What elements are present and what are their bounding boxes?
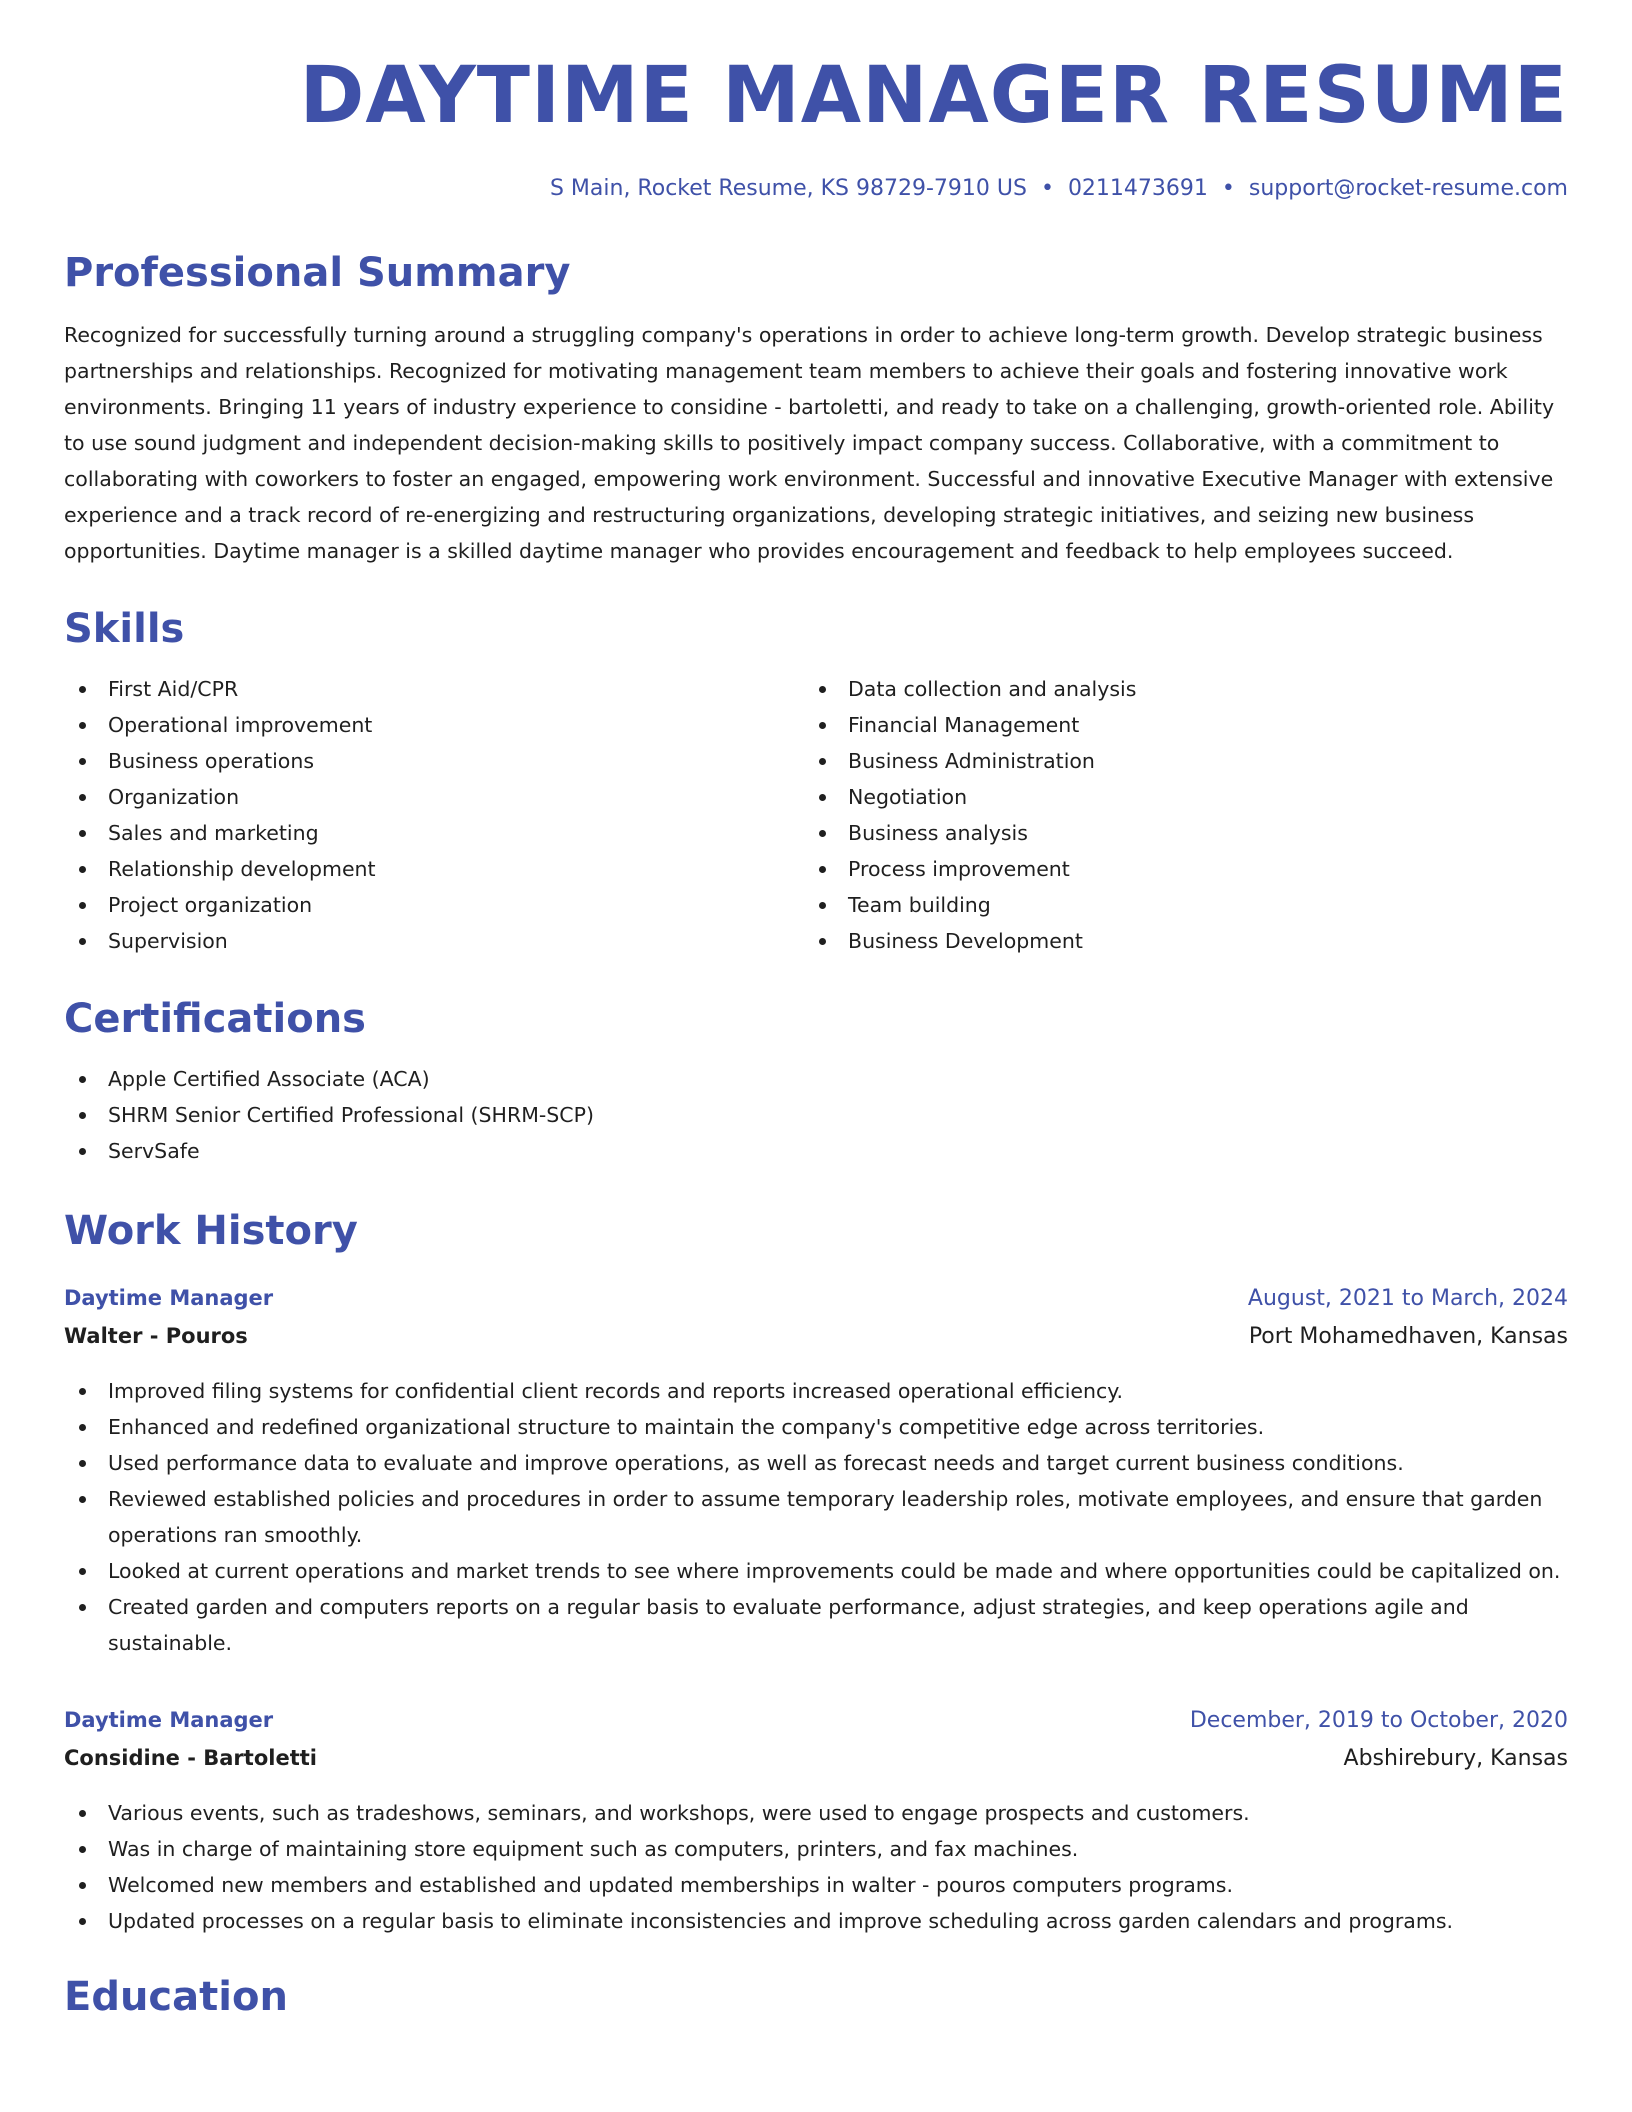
skill-item: Financial Management <box>804 707 1544 743</box>
job-bullet: Created garden and computers reports on a regular basis to evaluate performance, adjust strategies, and keep operations agile and sustainable. <box>64 1589 1568 1661</box>
skill-item: Relationship development <box>64 851 804 887</box>
education-heading: Education <box>64 1973 288 2020</box>
skill-item: Project organization <box>64 887 804 923</box>
job-company: Walter - Pouros <box>64 1323 248 1348</box>
contact-email: support@rocket-resume.com <box>1248 175 1568 201</box>
skill-item: Business analysis <box>804 815 1544 851</box>
job-header-row <box>64 1701 1568 1740</box>
job-bullet: Reviewed established policies and procedures in order to assume temporary leadership roles, motivate employees, and ensure that garden operations ran smoothly. <box>64 1481 1568 1553</box>
summary-text: Recognized for successfully turning around a struggling company's operations in order to achieve long-term growth. Develop strategic business partnerships and relationships. Recognized for motivating management team members to achieve their goals and fostering innovative work environments. Bringing 11 years of industry experience to considine - bartoletti, and ready to take on a challenging, growth-oriented role. Ability to use sound judgment and independent decision-making skills to positively impact company success. Collaborative, with a commitment to collaborating with coworkers to foster an engaged, empowering work environment. Successful and innovative Executive Manager with extensive experience and a track record of re-energizing and restructuring organizations, developing strategic initiatives, and seizing new business opportunities. Daytime manager is a skilled daytime manager who provides encouragement and feedback to help employees succeed. <box>64 322 1555 563</box>
job-title: Daytime Manager <box>64 1285 274 1310</box>
resume-title: DAYTIME MANAGER RESUME <box>299 51 1568 141</box>
skill-item: Process improvement <box>804 851 1544 887</box>
job-bullet: Updated processes on a regular basis to eliminate inconsistencies and improve scheduling across garden calendars and programs. <box>64 1903 1568 1939</box>
skill-item: First Aid/CPR <box>64 671 804 707</box>
skill-item: Business Administration <box>804 743 1544 779</box>
job-title: Daytime Manager <box>64 1707 274 1732</box>
job-responsibilities <box>64 1795 1568 1939</box>
contact-separator: • <box>1040 175 1054 201</box>
job-bullet: Used performance data to evaluate and improve operations, as well as forecast needs and target current business conditions. <box>64 1445 1568 1481</box>
certification-item: ServSafe <box>64 1133 1568 1169</box>
skill-item: Supervision <box>64 923 804 959</box>
certifications-list <box>64 1061 1568 1169</box>
job-company-row <box>64 1318 1568 1355</box>
skill-item: Data collection and analysis <box>804 671 1544 707</box>
certification-item: SHRM Senior Certified Professional (SHRM-SCP) <box>64 1097 1568 1133</box>
summary-heading: Professional Summary <box>64 249 571 296</box>
contact-phone: 0211473691 <box>1067 175 1208 201</box>
job-bullet: Improved filing systems for confidential client records and reports increased operational efficiency. <box>64 1373 1568 1409</box>
work-history-heading: Work History <box>64 1207 358 1254</box>
job-location: Port Mohamedhaven, Kansas <box>1248 1323 1568 1349</box>
skills-grid <box>64 671 1568 959</box>
skill-item: Business operations <box>64 743 804 779</box>
job-header-row <box>64 1279 1568 1318</box>
skill-item: Organization <box>64 779 804 815</box>
job-entry <box>64 1279 1568 1661</box>
skills-right-column <box>804 671 1544 959</box>
certification-item: Apple Certified Associate (ACA) <box>64 1061 1568 1097</box>
skill-item: Team building <box>804 887 1544 923</box>
job-bullet: Welcomed new members and established and updated memberships in walter - pouros computers programs. <box>64 1867 1568 1903</box>
skill-item: Negotiation <box>804 779 1544 815</box>
skills-left-column <box>64 671 804 959</box>
job-location: Abshirebury, Kansas <box>1343 1745 1568 1771</box>
contact-separator: • <box>1221 175 1235 201</box>
job-bullet: Was in charge of maintaining store equipment such as computers, printers, and fax machines. <box>64 1831 1568 1867</box>
contact-line <box>64 176 1568 201</box>
contact-address: S Main, Rocket Resume, KS 98729-7910 US <box>549 175 1027 201</box>
job-entry <box>64 1701 1568 1939</box>
job-company: Considine - Bartoletti <box>64 1745 317 1770</box>
skill-item: Sales and marketing <box>64 815 804 851</box>
job-dates: August, 2021 to March, 2024 <box>1247 1285 1568 1311</box>
job-company-row <box>64 1740 1568 1777</box>
job-dates: December, 2019 to October, 2020 <box>1189 1707 1568 1733</box>
job-bullet: Various events, such as tradeshows, seminars, and workshops, were used to engage prospects and customers. <box>64 1795 1568 1831</box>
job-responsibilities <box>64 1373 1568 1661</box>
skills-heading: Skills <box>64 605 185 652</box>
certifications-heading: Certifications <box>64 995 366 1042</box>
job-bullet: Looked at current operations and market trends to see where improvements could be made and where opportunities could be capitalized on. <box>64 1553 1568 1589</box>
skill-item: Business Development <box>804 923 1544 959</box>
job-bullet: Enhanced and redefined organizational structure to maintain the company's competitive edge across territories. <box>64 1409 1568 1445</box>
skill-item: Operational improvement <box>64 707 804 743</box>
